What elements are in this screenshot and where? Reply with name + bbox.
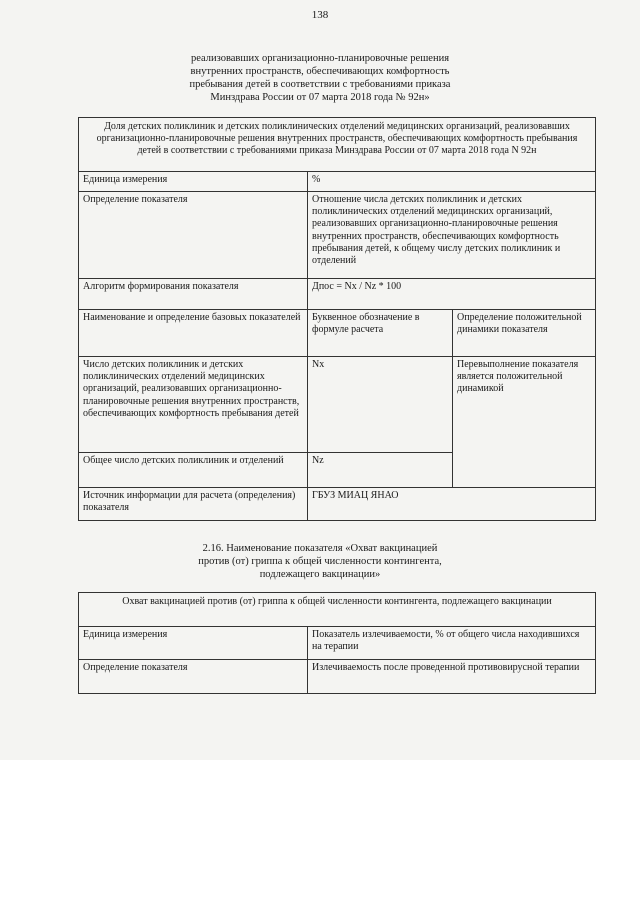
base-indicator-name: Число детских поликлиник и детских поликлинических отделений медицинских организаций, реализовавших организационно-планировочные решения внутренних пространств, обеспечивающих комфортность пребывания детей [79,357,308,453]
source-label: Источник информации для расчета (определения) показателя [79,488,308,521]
caption-line: против (от) гриппа к общей численности контингента, [198,556,442,567]
unit-label: Единица измерения [79,627,308,660]
caption-line: пребывания детей в соответствии с требованиями приказа [189,79,451,90]
base-indicator-name: Общее число детских поликлиник и отделений [79,453,308,488]
definition-label: Определение показателя [79,192,308,279]
page-number: 138 [311,9,329,21]
caption-line: внутренних пространств, обеспечивающих комфортность [190,66,450,77]
caption-line: подлежащего вакцинации» [259,569,381,580]
column-header-dynamics: Определение положительной динамики показателя [453,310,596,357]
algorithm-label: Алгоритм формирования показателя [79,279,308,310]
base-indicator-letter: Nz [308,453,453,488]
definition-value: Отношение числа детских поликлиник и детских поликлинических отделений медицинских организаций, реализовавших организационно-планировочные решения внутренних пространств, обеспечивающих комфортность пребывания детей, к общему числу детских поликлиник и отделений [308,192,596,279]
caption-continued [120,52,520,104]
column-header-letter: Буквенное обозначение в формуле расчета [308,310,453,357]
definition-label: Определение показателя [79,660,308,694]
algorithm-formula: Дпос = Nx / Nz * 100 [308,279,596,310]
definition-value: Излечиваемость после проведенной противовирусной терапии [308,660,596,694]
caption-line: 2.16. Наименование показателя «Охват вакцинацией [202,543,438,554]
table-header: Доля детских поликлиник и детских поликлинических отделений медицинских организаций, реализовавших организационно-планировочные решения внутренних пространств, обеспечивающих комфортность пребывания детей в соответствии с требованиями приказа Минздрава России от 07 марта 2018 года N 92н [79,118,596,172]
indicator-passport-table [78,117,596,521]
vaccination-indicator-table [78,592,596,694]
column-header-name: Наименование и определение базовых показателей [79,310,308,357]
unit-label: Единица измерения [79,172,308,192]
base-indicator-letter: Nx [308,357,453,453]
source-value: ГБУЗ МИАЦ ЯНАО [308,488,596,521]
caption-line: Минздрава России от 07 марта 2018 года № 92н» [210,92,430,103]
section-caption [120,542,520,581]
caption-line: реализовавших организационно-планировочные решения [190,53,450,64]
table-header: Охват вакцинацией против (от) гриппа к общей численности контингента, подлежащего вакцинации [79,593,596,627]
unit-value: Показатель излечиваемости, % от общего числа находившихся на терапии [308,627,596,660]
positive-dynamics: Перевыполнение показателя является положительной динамикой [453,357,596,488]
unit-value: % [308,172,596,192]
